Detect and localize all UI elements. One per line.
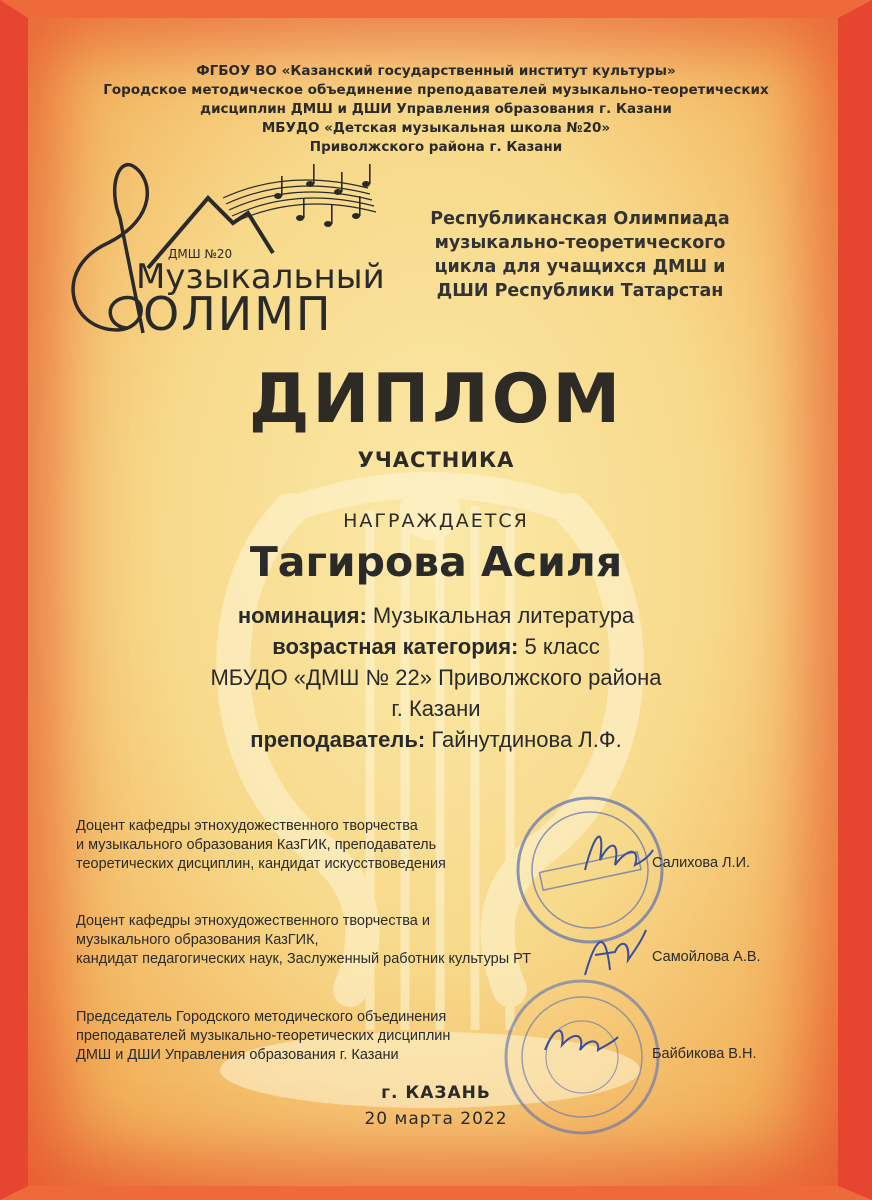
school-line: МБУДО «ДМШ № 22» Приволжского района [210,665,662,690]
signature-title-line: Председатель Городского методического объединения [76,1009,447,1025]
signatory-name: Самойлова А.В. [652,949,761,965]
music-notes-icon [274,164,371,227]
signature-block-1 [76,817,446,874]
diploma-title: ДИПЛОМ [248,360,624,439]
signature-title-line: и музыкального образования КазГИК, преподаватель [76,837,437,853]
teacher-label: преподаватель: [250,727,426,752]
age-category-line [150,631,722,662]
diploma-subtitle: УЧАСТНИКА [357,448,515,472]
olympiad-line: музыкально-теоретического [434,233,726,253]
signatory-name: Байбикова В.Н. [652,1046,757,1062]
signature-block-3 [76,1008,450,1065]
school-line: г. Казани [391,696,481,721]
header-line: Городское методическое объединение преподавателей музыкально-теоретических [103,82,769,98]
age-category-label: возрастная категория: [272,634,519,659]
issue-city: г. КАЗАНЬ [381,1083,491,1103]
signature-title-line: музыкального образования КазГИК, [76,932,319,948]
issue-date: 20 марта 2022 [364,1109,508,1129]
signature-title-line: теоретических дисциплин, кандидат искусствоведения [76,856,446,872]
age-category-value: 5 класс [524,634,600,659]
signature-title-line: ДМШ и ДШИ Управления образования г. Казани [76,1047,399,1063]
teacher-value: Гайнутдинова Л.Ф. [431,727,622,752]
header-line: дисциплин ДМШ и ДШИ Управления образования г. Казани [200,101,672,117]
signatory-name: Салихова Л.И. [652,855,751,871]
signature-title-line: кандидат педагогических наук, Заслуженный работник культуры РТ [76,951,532,967]
header-line: ФГБОУ ВО «Казанский государственный институт культуры» [196,63,676,79]
signature-title-line: Доцент кафедры этнохудожественного творчества [76,818,418,834]
logo-word-olimp: ОЛИМП [143,287,333,338]
signature-samoylova [580,920,650,980]
header-line: Приволжского района г. Казани [309,139,563,155]
logo-word-muzykalny: Музыкальный [136,257,385,297]
awarded-label: НАГРАЖДАЕТСЯ [343,510,529,532]
nomination-label: номинация: [237,603,367,628]
nomination-line [150,600,722,631]
olympiad-line: Республиканская Олимпиада [430,209,730,229]
signature-block-2 [76,912,531,969]
signature-baybikova [540,1015,620,1065]
header-line: МБУДО «Детская музыкальная школа №20» [261,120,611,136]
olympiad-title [400,207,760,303]
award-details [150,600,722,755]
treble-clef-icon [73,165,147,333]
recipient-name: Тагирова Асиля [249,538,623,586]
signature-salikhova [575,820,655,880]
logo-school-number: ДМШ №20 [168,247,233,261]
muzykalny-olimp-logo [48,158,388,338]
signature-title-line: Доцент кафедры этнохудожественного творчества и [76,913,430,929]
signature-title-line: преподавателей музыкально-теоретических дисциплин [76,1028,451,1044]
olympiad-line: ДШИ Республики Татарстан [436,281,724,301]
olympiad-line: цикла для учащихся ДМШ и [434,257,726,277]
header-organizations [0,62,872,157]
teacher-line [150,724,722,755]
nomination-value: Музыкальная литература [372,603,635,628]
